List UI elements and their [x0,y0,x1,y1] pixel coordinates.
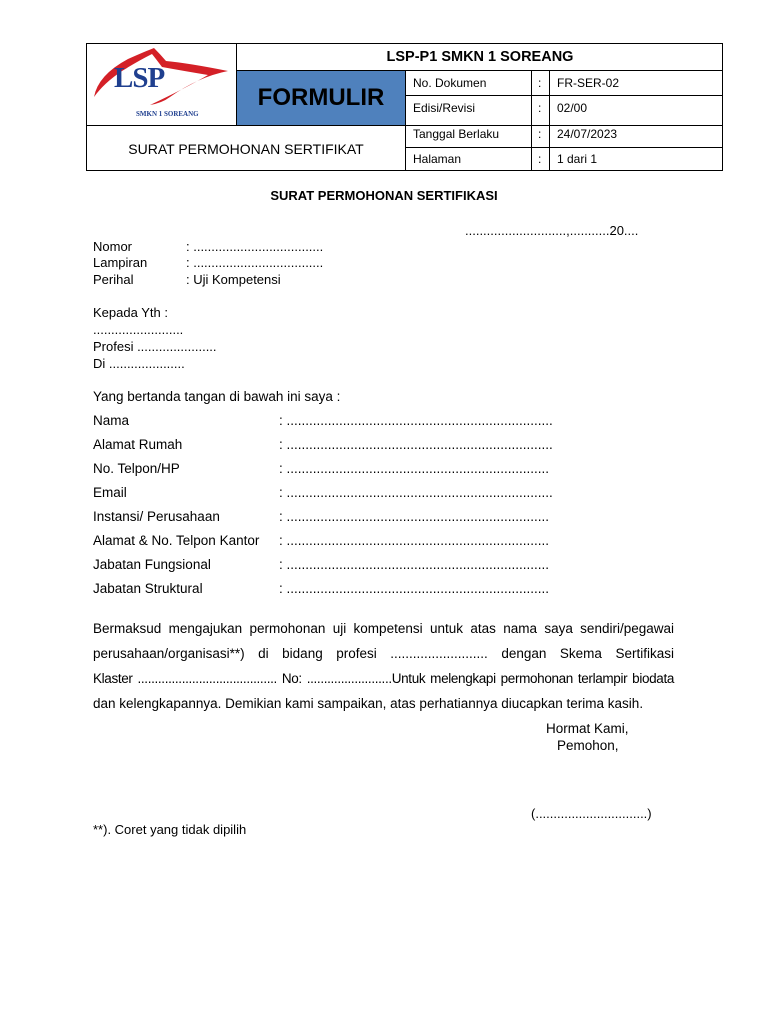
document-title: SURAT PERMOHONAN SERTIFIKAT [128,140,364,157]
meta-value: 24/07/2023 [557,127,618,141]
recipient-location: Di ..................... [93,356,185,371]
recipient-line: ......................... [93,322,184,337]
meta-value: FR-SER-02 [557,75,620,90]
signature-line: (...............................) [531,806,652,821]
ref-value: : Uji Kompetensi [186,272,281,287]
field-value: : ....................................................................... [279,413,553,428]
body-line: Bermaksud mengajukan permohonan uji kompetensi untuk atas nama saya sendiri/pegawai [93,621,674,636]
field-value: : ...................................................................... [279,461,550,476]
footnote: **). Coret yang tidak dipilih [93,822,247,837]
ref-value: : .................................... [186,239,324,254]
divider [549,70,550,171]
divider [405,70,406,171]
meta-separator: : [538,101,542,115]
body-line: perusahaan/organisasi**) di bidang profesi .......................... dengan Skema Sertifikasi [93,646,674,661]
recipient-profession: Profesi ...................... [93,339,217,354]
closing-role: Pemohon, [557,738,619,753]
ref-value: : .................................... [186,255,324,270]
field-value: : ...................................................................... [279,533,550,548]
meta-label: Tanggal Berlaku [413,127,500,141]
field-value: : ...................................................................... [279,509,550,524]
field-label: Jabatan Struktural [93,581,203,596]
meta-label: Halaman [413,152,462,166]
field-value: : ...................................................................... [279,581,550,596]
date-line: ............................,...........20.... [465,223,639,238]
field-label: Alamat & No. Telpon Kantor [93,533,260,548]
recipient-heading: Kepada Yth : [93,305,168,320]
meta-separator: : [538,152,542,166]
logo-school-name: SMKN 1 SOREANG [136,110,199,118]
body-line: Klaster ......................................... No: .........................Untuk melengkapi permohonan terlampir biodata [93,671,674,686]
closing-text: Hormat Kami, [546,721,629,736]
lsp-logo [88,45,234,123]
body-line: dan kelengkapannya. Demikian kami sampaikan, atas perhatiannya diucapkan terima kasih. [93,696,644,711]
field-label: Jabatan Fungsional [93,557,211,572]
meta-separator: : [538,75,542,90]
field-label: Nama [93,413,130,428]
field-label: No. Telpon/HP [93,461,180,476]
letter-title: SURAT PERMOHONAN SERTIFIKASI [270,188,498,203]
field-value: : ....................................................................... [279,485,553,500]
field-value: : ....................................................................... [279,437,553,452]
meta-label: No. Dokumen [413,75,487,90]
intro-text: Yang bertanda tangan di bawah ini saya : [93,389,341,404]
ref-label: Lampiran [93,255,148,270]
field-label: Alamat Rumah [93,437,183,452]
field-label: Instansi/ Perusahaan [93,509,220,524]
field-label: Email [93,485,127,500]
field-value: : ...................................................................... [279,557,550,572]
ref-label: Perihal [93,272,134,287]
form-type-label: FORMULIR [237,71,405,125]
ref-label: Nomor [93,239,133,254]
logo-letters: LSP [114,62,165,94]
divider [531,70,532,171]
meta-separator: : [538,127,542,141]
org-name: LSP-P1 SMKN 1 SOREANG [386,49,574,65]
meta-label: Edisi/Revisi [413,101,476,115]
meta-value: 02/00 [557,101,588,115]
meta-value: 1 dari 1 [557,152,598,166]
